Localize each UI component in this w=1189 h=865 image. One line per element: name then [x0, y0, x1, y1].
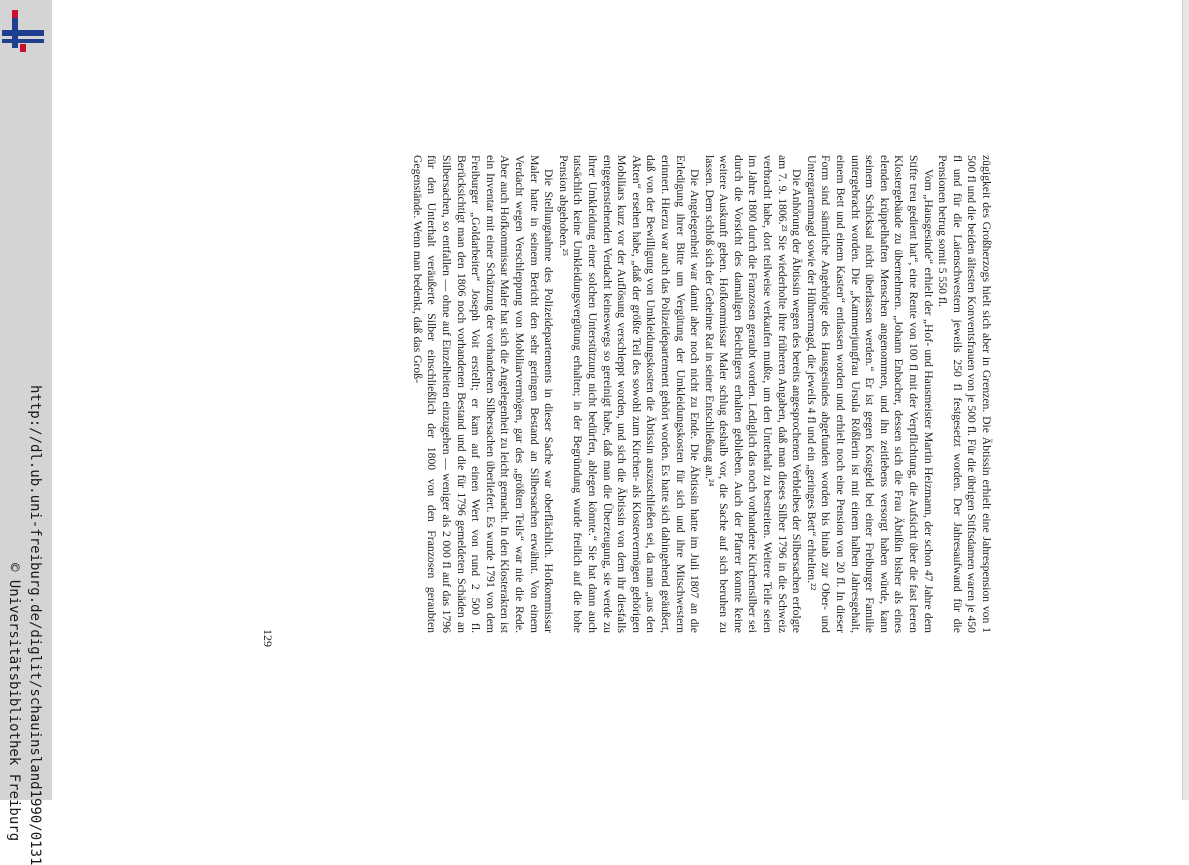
sidebar-text-area: [0, 0, 52, 865]
paragraph-1: zügigkeit des Großherzogs hielt sich aber in Grenzen. Die Äbtissin erhielt eine Jahrespension von 1 500 fl und die beiden ältesten Konventsfrauen von je 500 fl. Für die übrigen Stiftsdamen waren je 450 fl und für die Laienschwestern jeweils 250 fl festgesetzt worden. Der Jahresaufwand für die Pensionen betrug somit 5 550 fl.: [936, 155, 993, 633]
page-number: 129: [261, 629, 275, 647]
paragraph-3: Die Anhörung der Äbtissin wegen des bereits angesprochenen Verbleibes der Silbersachen erfolgte am 7. 9. 1806.²³ Sie wiederholte ihre früheren Angaben, daß man dieses Silber 1796 in die Schweiz verbracht habe, dort teilweise verkaufen mußte, um den Unterhalt zu bestreiten. Weitere Teile seien im Jahre 1800 durch die Franzosen geraubt worden. Lediglich das noch vorhandene Kirchensilber sei durch die Vorsicht des damaligen Beichtigers erhalten geblieben. Auch der Pfarrer konnte keine weitere Auskunft geben. Hofkommissar Maler schlug deshalb vor, die Sache auf sich beruhen zu lassen. Dem schloß sich der Geheime Rat in seiner Entschließung an.²⁴: [702, 155, 804, 633]
scanned-page: [261, 155, 993, 647]
document-url[interactable]: http://dl.ub.uni-freiburg.de/diglit/schauinsland1990/0131: [27, 385, 43, 865]
paragraph-5: Die Stellungnahme des Polizeidepartements in dieser Sache war oberflächlich. Hofkommissar Maler hatte in seinem Bericht den sehr geringen Bestand an Silbersachen erwähnt. Von einem Verdacht wegen Verschleppung von Mobiliarvermögen, gar des „größten Teils“ war nie die Rede. Aber auch Hofkommissar Maler hat sich die Angelegenheit zu leicht gemacht. In den Klosterakten ist ein Inventar mit einer Schätzung der vorhandenen Silbersachen überliefert. Es wurde 1791 von dem Freiburger „Goldarbeiter“ Joseph Voit erstellt; er kam auf einen Wert von rund 2 500 fl. Berücksichtigt man den 1806 noch vorhandenen Bestand und die für 1796 gemeldeten Schäden an Silbersachen, so entfallen — ohne auf Einzelheiten einzugehen — weniger als 2 000 fl auf das 1796 für den Unterhalt veräußerte Silber einschließlich der 1800 von den Franzosen geraubten Gegenstände. Wenn man bedenkt, daß das Groß-: [410, 155, 556, 633]
paragraph-2: Vom „Hausgesinde“ erhielt der „Hof- und Hausmeister Martin Heizmann, der schon 47 Jahre dem Stifte treu gedient hat“, eine Rente von 100 fl mit der Verpflichtung, die Aufsicht über die fast leeren Klostergebäude zu übernehmen. „Johann Enbacher, dessen sich die Frau Äbtißin bisher als eines elenden krüppelhaften Menschen angenommen, und ihn zeitlebens versorgt haben würde, kann seinem Schicksal nicht überlassen werden.“ Er ist gegen Kostgeld bei einer Freiburger Familie untergebracht worden. Die „Kammerjungfrau Ursula Rößlerin ist mit einem halben Jahresgehalt, einem Bett und einem Kasten“ entlassen worden und erhielt noch eine Pension von 20 fl. In dieser Form sind sämtliche Angehörige des Hausgesindes abgefunden worden bis hinab zur Ober- und Untergartenmagd sowie der Hühnermagd, die jeweils 4 fl und ein „geringes Bett“ erhielten.²²: [804, 155, 935, 633]
copyright-notice: © Universitätsbibliothek Freiburg: [6, 563, 22, 842]
library-sidebar: [0, 0, 52, 865]
paragraph-4: Die Angelegenheit war damit aber noch nicht zu Ende. Die Äbtissin hatte im Juli 1807 an die Erledigung ihrer Bitte um Vergütung der Umkleidungskosten für sich und ihre Mitschwestern erinnert. Hierzu war auch das Polizeidepartement gehört worden. Es hatte sich dahingehend geäußert, daß von der Bewilligung von Umkleidungskosten die Äbtissin auszuschließen sei, da man „aus den Akten“ ersehen habe, „daß der größte Teil des sowohl zum Kirchen- als Klostervermögen gehörigen Mobiliars kurz vor der Auflösung verschleppt worden, und sich die Äbtissin von dem ihr diesfalls entgegenstehenden Verdacht keineswegs so gereinigt habe, daß man die Überzeugung, sie werde zu ihrer Umkleidung einer solchen Unterstützung nicht bedürfen, ablegen könnte.“ Sie hat dann auch tatsächlich keine Umkleidungsvergütung erhalten; in der Begründung wurde freilich auf die hohe Pension abgehoben.²⁵: [556, 155, 702, 633]
scrollbar[interactable]: [1182, 0, 1189, 800]
page-body-text: [409, 155, 993, 633]
